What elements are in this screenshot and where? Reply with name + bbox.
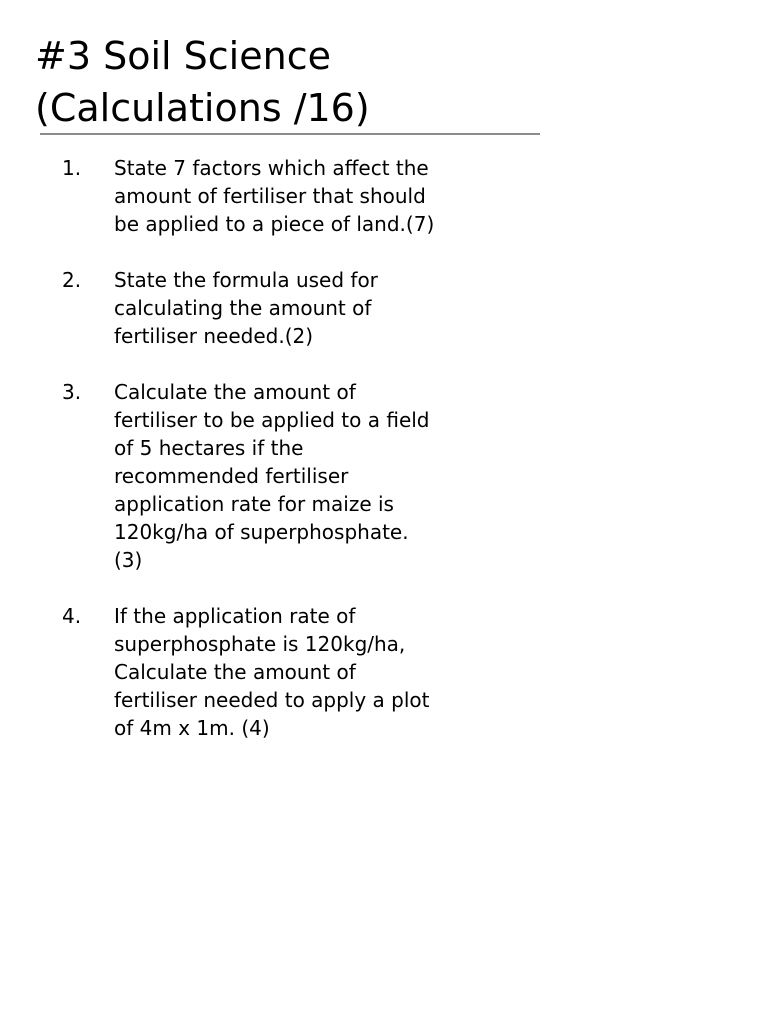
question-line: Calculate the amount of: [114, 660, 356, 684]
question-line: of 5 hectares if the: [114, 436, 304, 460]
question-3: [62, 378, 532, 574]
question-line: (3): [114, 548, 143, 572]
question-line: State 7 factors which affect the: [114, 156, 429, 180]
question-line: State the formula used for: [114, 268, 378, 292]
question-number: 2.: [62, 268, 82, 292]
question-list: [62, 154, 532, 770]
question-number: 4.: [62, 604, 82, 628]
question-line: fertiliser needed.(2): [114, 324, 314, 348]
page-title: [35, 30, 555, 134]
question-line: amount of fertiliser that should: [114, 184, 426, 208]
title-line-1: #3 Soil Science: [35, 34, 331, 78]
question-text: [114, 266, 532, 350]
question-line: fertiliser needed to apply a plot: [114, 688, 430, 712]
question-line: superphosphate is 120kg/ha,: [114, 632, 406, 656]
question-text: [114, 154, 532, 238]
question-line: of 4m x 1m. (4): [114, 716, 270, 740]
question-line: Calculate the amount of: [114, 380, 356, 404]
question-number: 1.: [62, 156, 82, 180]
question-number: 3.: [62, 380, 82, 404]
question-text: [114, 602, 532, 742]
title-divider: [40, 133, 540, 135]
question-2: [62, 266, 532, 350]
question-line: be applied to a piece of land.(7): [114, 212, 435, 236]
question-text: [114, 378, 532, 574]
question-line: application rate for maize is: [114, 492, 394, 516]
question-4: [62, 602, 532, 742]
title-line-2: (Calculations /16): [35, 86, 370, 130]
question-1: [62, 154, 532, 238]
question-line: 120kg/ha of superphosphate.: [114, 520, 409, 544]
question-line: calculating the amount of: [114, 296, 372, 320]
question-line: If the application rate of: [114, 604, 356, 628]
question-line: fertiliser to be applied to a field: [114, 408, 430, 432]
question-line: recommended fertiliser: [114, 464, 349, 488]
